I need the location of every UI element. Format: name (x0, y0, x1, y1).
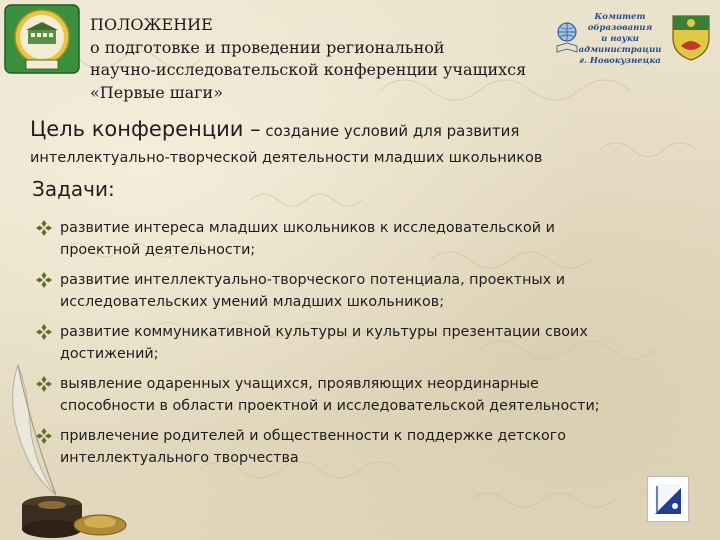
diamond-bullet-icon (36, 220, 52, 236)
committee-name (574, 12, 666, 67)
goal-label: Цель конференции – (30, 117, 261, 141)
task-text: исследовательских умений младших школьников; (60, 294, 445, 310)
conference-goal (30, 115, 700, 169)
heading-line: «Первые шаги» (90, 82, 223, 102)
task-item (36, 269, 706, 313)
school-emblem-icon (4, 4, 80, 74)
task-item (36, 217, 706, 261)
task-text: способности в области проектной и исследовательской деятельности; (60, 398, 600, 414)
heading-line: о подготовке и проведении региональной (90, 37, 445, 57)
diamond-bullet-icon (36, 324, 52, 340)
task-text: выявление одаренных учащихся, проявляющих неординарные (60, 376, 539, 392)
conference-logo-icon (647, 476, 689, 522)
education-committee-logo (556, 12, 716, 66)
task-text: развитие интеллектуально-творческого потенциала, проектных и (60, 272, 566, 288)
goal-text-continued: интеллектуально-творческой деятельности младших школьников (30, 150, 543, 166)
goal-first-line (30, 115, 700, 145)
document-heading (90, 14, 560, 104)
committee-line: администрации (578, 45, 662, 55)
city-coat-of-arms-icon (669, 12, 713, 62)
task-text: проектной деятельности; (60, 242, 256, 258)
quill-and-inkwell-icon (0, 355, 140, 540)
task-text: интеллектуального творчества (60, 450, 299, 466)
task-text: достижений; (60, 346, 159, 362)
committee-line: Комитет образования (587, 12, 653, 33)
task-text: привлечение родителей и общественности к поддержке детского (60, 428, 567, 444)
diamond-bullet-icon (36, 272, 52, 288)
task-text: развитие интереса младших школьников к исследовательской и (60, 220, 555, 236)
heading-line: научно-исследовательской конференции учащихся (90, 60, 527, 79)
tasks-title: Задачи: (32, 177, 115, 201)
goal-text: создание условий для развития (260, 122, 520, 140)
committee-line: и науки (601, 34, 639, 44)
task-text: развитие коммуникативной культуры и культуры презентации своих (60, 324, 588, 340)
heading-title: ПОЛОЖЕНИЕ (90, 15, 213, 34)
committee-line: г. Новокузнецка (579, 56, 661, 66)
